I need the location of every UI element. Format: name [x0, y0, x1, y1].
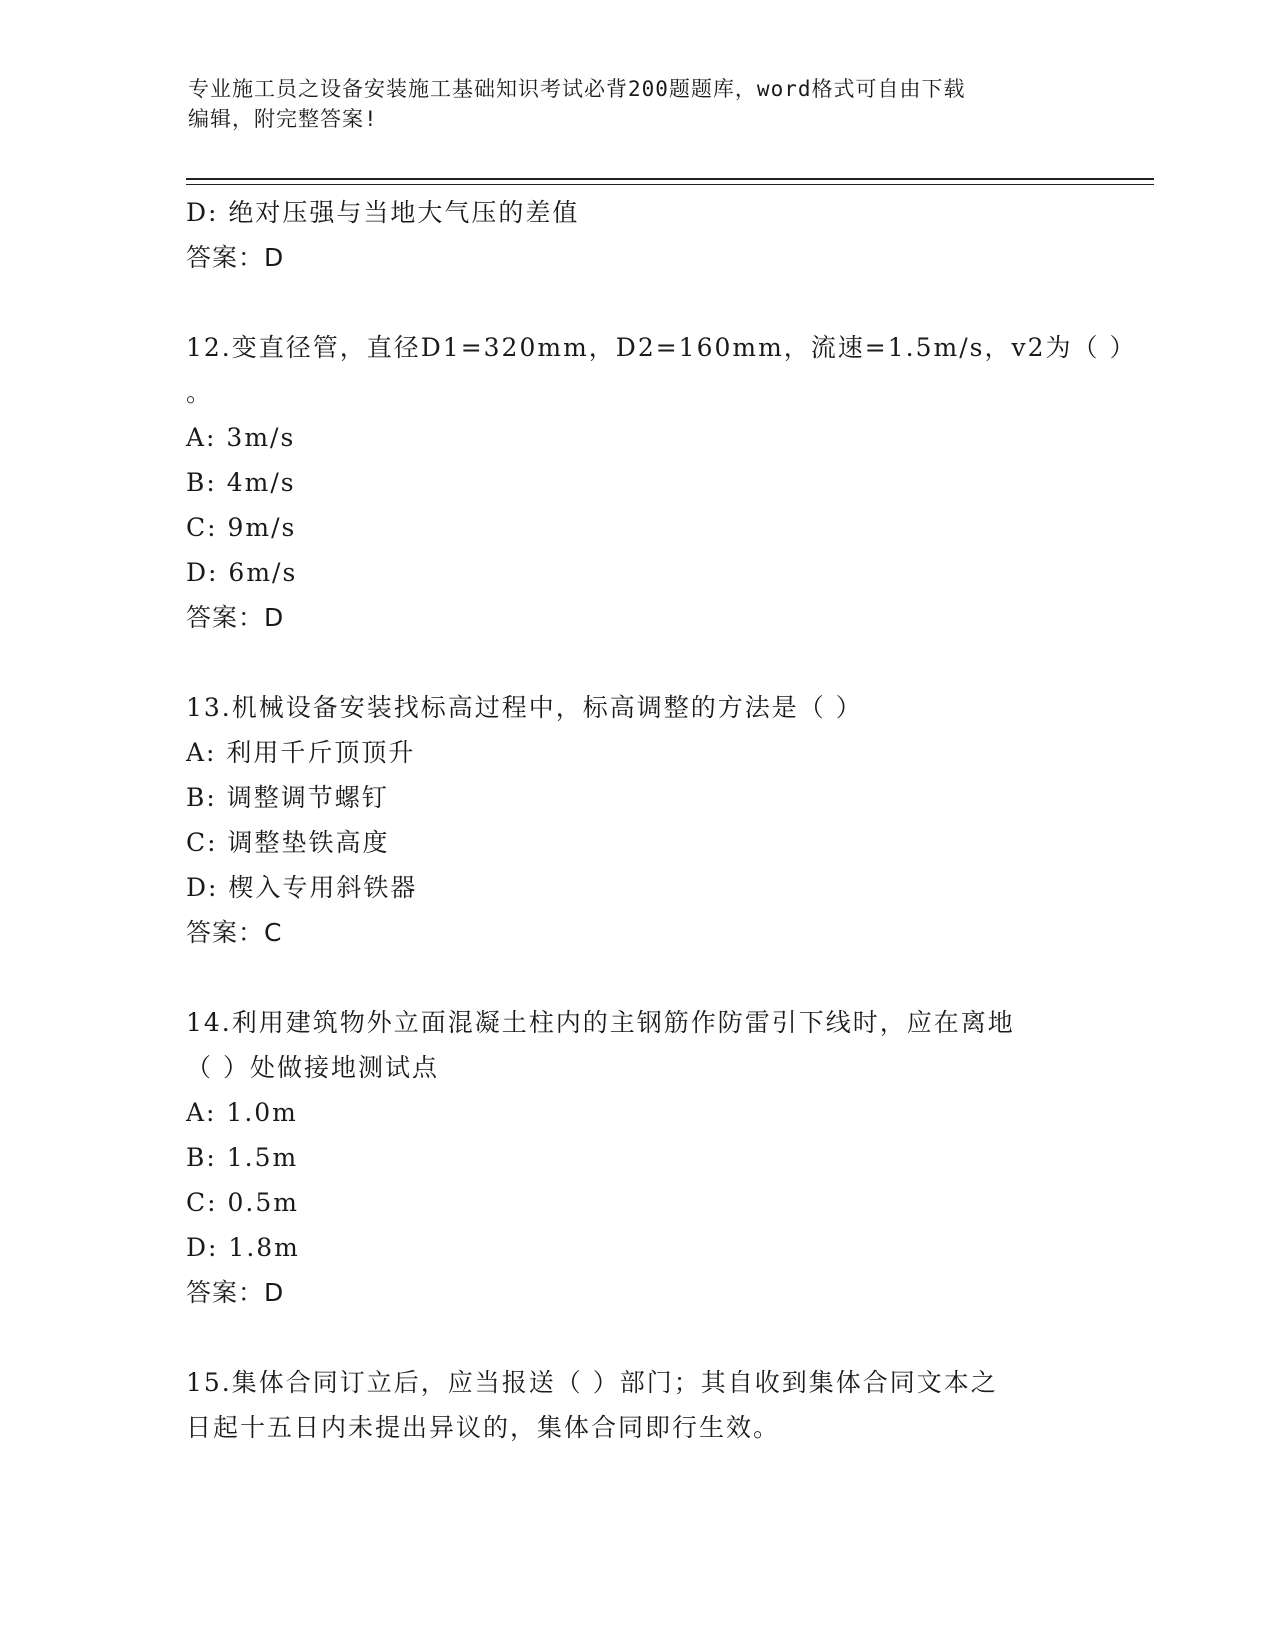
header-title-line-2: 编辑，附完整答案!: [188, 107, 378, 131]
option-c: C: 调整垫铁高度: [186, 828, 390, 857]
answer-line: 答案：D: [186, 1278, 285, 1307]
option-d: D: 6m/s: [186, 558, 298, 587]
answer-line: 答案：C: [186, 918, 283, 947]
option-a: A: 1.0m: [186, 1098, 298, 1127]
question-15: [186, 1360, 1096, 1450]
option-b: B: 1.5m: [186, 1143, 299, 1172]
document-header: [188, 74, 1068, 134]
answer-line: 答案：D: [186, 603, 285, 632]
option-a: A: 利用千斤顶顶升: [186, 738, 416, 767]
option-b: B: 调整调节螺钉: [186, 783, 389, 812]
header-rule-thick: [186, 178, 1154, 180]
option-d: D: 楔入专用斜铁器: [186, 873, 418, 902]
option-d: D: 绝对压强与当地大气压的差值: [186, 198, 580, 227]
question-14: [186, 1000, 1096, 1315]
answer-line: 答案：D: [186, 243, 285, 272]
question-list: [186, 190, 1137, 1450]
question-stem: 15.集体合同订立后，应当报送（ ）部门；其自收到集体合同文本之: [186, 1368, 998, 1397]
option-a: A: 3m/s: [186, 423, 296, 452]
option-c: C: 0.5m: [186, 1188, 299, 1217]
question-stem-continued: 。: [186, 378, 214, 407]
question-12: [186, 325, 1137, 640]
option-b: B: 4m/s: [186, 468, 296, 497]
header-rule-thin: [186, 184, 1154, 185]
option-c: C: 9m/s: [186, 513, 297, 542]
question-stem: 12.变直径管，直径D1=320mm，D2=160mm，流速=1.5m/s，v2为（ ）: [186, 333, 1137, 362]
option-d: D: 1.8m: [186, 1233, 300, 1262]
question-stem-continued: 日起十五日内未提出异议的，集体合同即行生效。: [186, 1413, 781, 1442]
previous-question-tail: [186, 190, 1096, 280]
question-stem-continued: （ ）处做接地测试点: [186, 1053, 439, 1082]
header-title-line-1: 专业施工员之设备安装施工基础知识考试必背200题题库，word格式可自由下载: [188, 77, 966, 101]
question-stem: 14.利用建筑物外立面混凝土柱内的主钢筋作防雷引下线时，应在离地: [186, 1008, 1015, 1037]
question-13: [186, 685, 1096, 955]
question-stem: 13.机械设备安装找标高过程中，标高调整的方法是（ ）: [186, 693, 863, 722]
